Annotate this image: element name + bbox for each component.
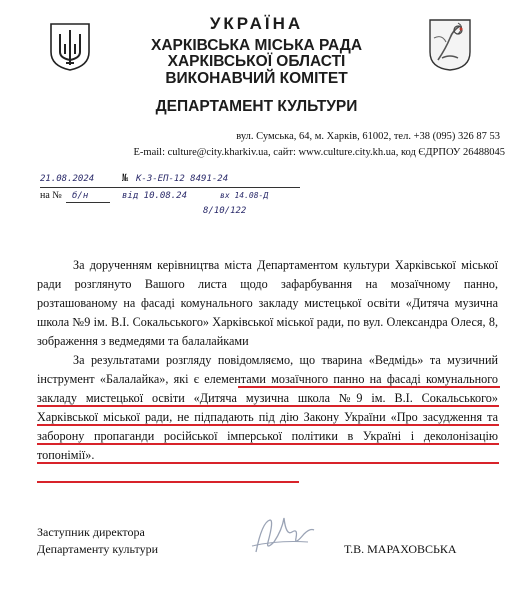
highlight-underline-5: [37, 462, 499, 464]
outgoing-registration-line: 21.08.2024 № К-З-ЕП-12 8491-24: [40, 173, 300, 188]
registration-extra: 8/10/122: [203, 206, 247, 216]
outgoing-date: 21.08.2024: [40, 174, 95, 184]
council-title: ХАРКІВСЬКА МІСЬКА РАДА: [150, 37, 363, 54]
handwritten-signature: [248, 512, 318, 558]
incoming-number: б/н: [72, 191, 89, 201]
outgoing-number: К-З-ЕП-12 8491-24: [136, 174, 229, 184]
signatory-position: [37, 524, 158, 558]
position-line-2: Департаменту культури: [37, 542, 159, 556]
signatory-name: Т.В. МАРАХОВСЬКА: [344, 542, 457, 556]
committee-title: ВИКОНАВЧИЙ КОМІТЕТ: [165, 70, 348, 87]
region-title: ХАРКІВСЬКОЇ ОБЛАСТІ: [167, 53, 346, 70]
on-number-label: на №: [40, 190, 62, 201]
highlight-underline-6: [37, 481, 299, 483]
incoming-date: від 10.08.24: [122, 191, 188, 201]
paragraph-1: За дорученням керівництва міста Департаментом культури Харківської міської ради розглянуто Вашого листа щодо зафарбування на мозаїчному панно, розташованому на фасаді комунального закладу мистецької освіти «Дитяча музична школа №9 ім. В.І. Сокальського» Харківської міської ради, по вул. Олександра Олеся, 8, зображення з ведмедями та балалайками: [37, 258, 498, 348]
department-title: ДЕПАРТАМЕНТ КУЛЬТУРИ: [155, 98, 358, 115]
highlight-underline-4: [37, 443, 499, 445]
address-line: вул. Сумська, 64, м. Харків, 61002, тел. +38 (095) 326 87 53: [236, 131, 500, 142]
paragraph-2: За результатами розгляду повідомляємо, що тварина «Ведмідь» та музичний інструмент «Балалайка», які є елементами мозаїчного панно на фасаді комунального закладу мистецької освіти «Дитяча музична школа №9 ім. В.І. Сокальського» Харківської міської ради, не підпадають під дію Закону України «Про засудження та заборону пропаганди російської імперської політики в Україні і деколонізацію топонімії».: [37, 353, 498, 462]
contacts-line: E-mail: culture@city.kharkiv.ua, сайт: www.culture.city.kh.ua, код ЄДРПОУ 26488045: [133, 147, 505, 158]
country-title: УКРАЇНА: [209, 14, 304, 33]
highlight-underline-1: [238, 386, 500, 388]
incoming-registration-line: [40, 190, 300, 204]
position-line-1: Заступник директора: [37, 525, 145, 539]
stamp-note: вх 14.08-Д: [220, 191, 269, 200]
highlight-underline-2: [37, 405, 499, 407]
letter-body: [37, 256, 498, 465]
highlight-underline-3: [37, 424, 499, 426]
